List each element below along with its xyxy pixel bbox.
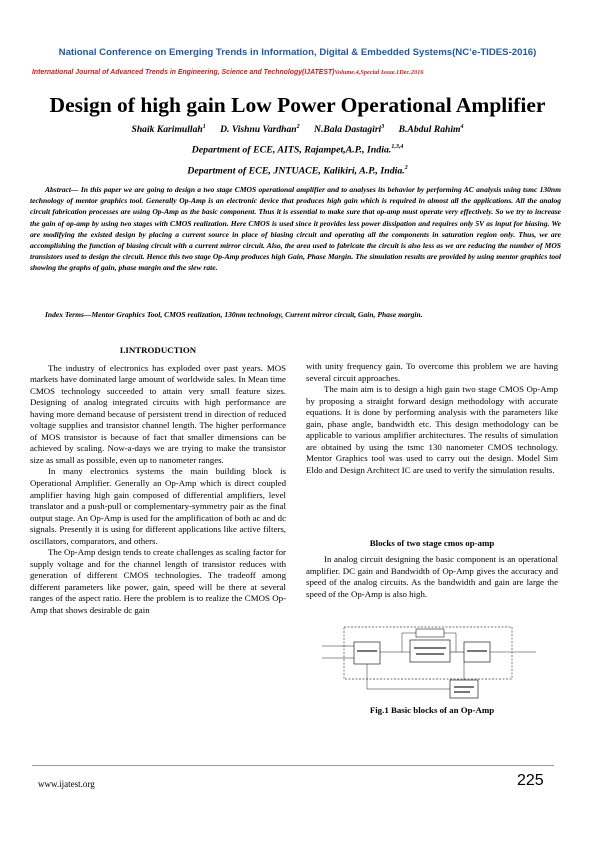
affiliation: Department of ECE, JNTUACE, Kalikiri, A.P., India.$^2$ xyxy=(187,165,408,177)
author: N.Bala Dastagiri$^3$ xyxy=(314,124,385,136)
journal-header xyxy=(32,69,572,76)
journal-abbr: IJATEST) xyxy=(304,69,335,76)
right-column-section xyxy=(306,554,558,600)
label-mark xyxy=(467,650,487,652)
section-heading: I.INTRODUCTION xyxy=(119,345,197,355)
compensation-block xyxy=(416,629,444,637)
affiliation: Department of ECE, AITS, Rajampet,A.P., India.$^{1,3,4}$ xyxy=(191,144,404,156)
paragraph: The main aim is to design a high gain two stage CMOS Op-Amp by proposing a straight forward design methodology with accurate equations. It is done by performing analysis with the parameters like gain, phase angle, bandwidth etc. This design methodology can be applicable to various amplifier architectures. The results of simulation are obtained by using the tsmc 130 nanometer CMOS technology. Mentor Graphics tool was used to carry out the design. Model Sim Eldo and Design Architect IC are used to verify the simulation results. xyxy=(306,384,558,475)
author-list xyxy=(0,124,595,135)
abstract: Abstract— In this paper we are going to design a two stage CMOS operational amplifier and to analyses its behavior by performing AC analysis using tsmc 130nm technology of mentor graphics tool. Generally Op-Amp is an electronic device that produces high gain which is required in almost all the applications. All the analog circuit fabrication processes are using Op-Amp as the basic component. Thus it is essential to make sure that op-amp must operate very effectively. So we try to increase the gain of op-amp by using two stages with CMOS realization. Here CMOS is used since it provides less power dissipation and requires only 5V as input for biasing. We are modifying the existed design by placing a current source in place of biasing circuit and operating all the components in saturation region only. Thus, we are accomplishing the function of biasing circuit with a current mirror circuit. Also, the area used to fabricate the circuit is also less as we are reducing the number of MOS transistors used to design the circuit. Hence this two stage Op-Amp produces high Gain, Phase Margin. The simulation results are provided by using mentor graphics tool showing the graphs of gain, phase margin and the slew rate. xyxy=(30,185,561,273)
figure-caption: Fig.1 Basic blocks of an Op-Amp xyxy=(369,705,495,715)
paper-title: Design of high gain Low Power Operational Amplifier xyxy=(49,93,546,117)
label-mark xyxy=(357,650,377,652)
author: D. Vishnu Vardhan$^2$ xyxy=(220,124,300,136)
paragraph: with unity frequency gain. To overcome this problem we are having several circuit approaches. xyxy=(306,361,558,383)
paragraph: In analog circuit designing the basic component is an operational amplifier. DC gain and Bandwidth of Op-Amp gives the accuracy and speed of the analog circuits. As the bandwidth and gain are large the speed of the Op-Amp is also high. xyxy=(306,554,558,599)
paragraph: In many electronics systems the main building block is Operational Amplifier. Generally an Op-Amp which is direct coupled amplifier having high gain composed of differential amplifiers, level translator and a push-pull or complementary-symmetry pair as the final output stage. An Op-Amp is used for the amplification of both ac and dc signals. Presently it is using for different applications like active filters, oscillators, comparators, and others. xyxy=(30,466,286,546)
author: B.Abdul Rahim$^4$ xyxy=(398,124,464,136)
footer-divider xyxy=(32,765,554,766)
journal-name: International Journal of Advanced Trends in Engineering, Science and Technology( xyxy=(32,69,305,76)
gain-stage-block xyxy=(410,640,450,662)
author: Shaik Karimullah$^1$ xyxy=(131,124,206,136)
subsection-heading: Blocks of two stage cmos op-amp xyxy=(369,538,495,548)
label-mark xyxy=(454,686,474,688)
block-diagram-figure xyxy=(314,624,544,702)
journal-issue: Volume.4,Special Issue.1Dec.2016 xyxy=(334,69,424,76)
page-number: 225 xyxy=(517,772,544,789)
footer-website: www.ijatest.org xyxy=(38,779,95,789)
left-column xyxy=(30,345,286,617)
paragraph: The Op-Amp design tends to create challenges as scaling factor for supply voltage and for the channel length of transistor reduces with generation of different CMOS technologies. The tradeoff among different parameters like power, gain, speed will be there at several ranges of the aspect ratio. Here the problem is to realize the CMOS Op-Amp that shows desirable dc gain xyxy=(30,547,286,616)
label-mark xyxy=(414,647,446,649)
bias-block xyxy=(450,680,478,698)
paragraph: The industry of electronics has exploded over past years. MOS markets have dominated large amount of worldwide sales. In Mean time CMOS technology succeeded to attain very small feature sizes. Designing of analog integrated circuits with high performance are having more demand because of persistent trend in direction of reduced voltage supplies and transistor channel length. The higher performance of MOS transistor is because of fact that smaller dimensions can be achieved by scaling. Now-a-days we are trying to make the transistor size as small as possible, even up to nanometer ranges. xyxy=(30,362,286,465)
right-column xyxy=(306,361,558,476)
index-terms: Index Terms—Mentor Graphics Tool, CMOS realization, 130nm technology, Current mirror circuit, Gain, Phase margin. xyxy=(45,310,423,319)
label-mark xyxy=(416,653,444,655)
diff-amp-block xyxy=(354,642,380,664)
label-mark xyxy=(454,691,470,693)
conference-header: National Conference on Emerging Trends in Information, Digital & Embedded Systems(NC’e-TIDES-2016) xyxy=(58,47,537,58)
